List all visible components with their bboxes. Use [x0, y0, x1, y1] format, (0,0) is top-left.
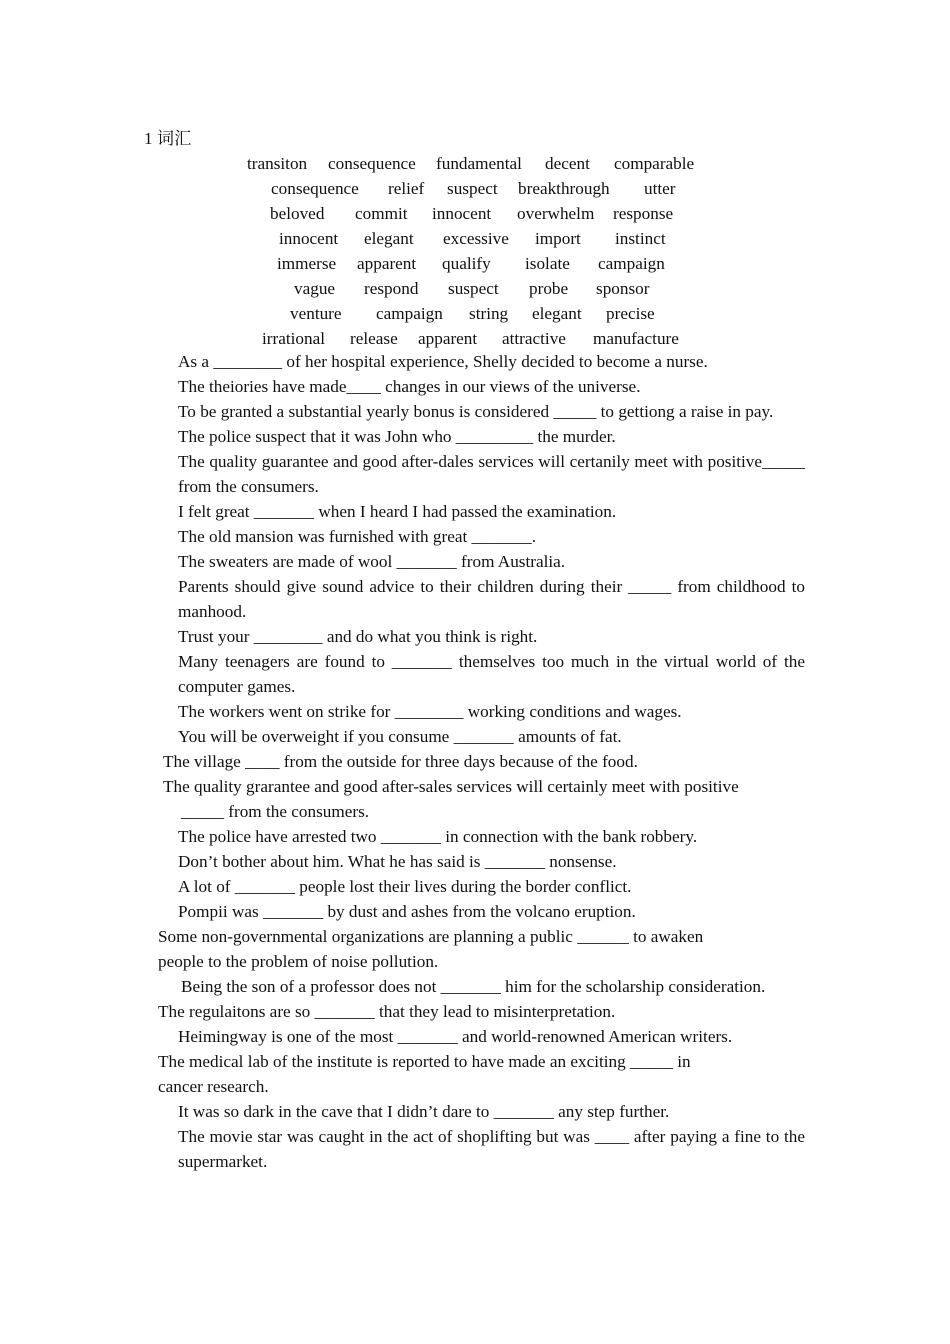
exercise-sentence: The quality guarantee and good after-dales services will certanily meet with positive_____ from the consumers.: [178, 452, 805, 496]
word-bank-word: elegant: [532, 304, 582, 323]
exercise-sentence: The regulaitons are so _______ that they lead to misinterpretation.: [158, 1002, 616, 1021]
exercise-sentence: The village ____ from the outside for three days because of the food.: [163, 752, 638, 771]
word-bank-word: fundamental: [436, 154, 522, 173]
exercise-sentence: The theiories have made____ changes in our views of the universe.: [178, 377, 641, 396]
word-bank-word: relief: [388, 179, 425, 198]
word-bank-row: [0, 201, 950, 226]
word-bank-word: beloved: [270, 204, 325, 223]
word-bank-word: innocent: [279, 229, 339, 248]
exercise-sentence: As a ________ of her hospital experience, Shelly decided to become a nurse.: [178, 352, 708, 371]
word-bank-word: decent: [545, 154, 590, 173]
word-bank-word: precise: [606, 304, 655, 323]
word-bank-row: [0, 301, 950, 326]
word-bank-word: respond: [364, 279, 419, 298]
exercise-sentence: The medical lab of the institute is reported to have made an exciting _____ in: [158, 1052, 691, 1071]
exercise-sentence: The movie star was caught in the act of shoplifting but was ____ after paying a fine to the supermarket.: [178, 1127, 805, 1171]
exercise-sentence: Many teenagers are found to _______ themselves too much in the virtual world of the computer games.: [178, 652, 805, 696]
exercise-sentence: I felt great _______ when I heard I had passed the examination.: [178, 502, 617, 521]
word-bank-word: qualify: [442, 254, 491, 273]
exercise-sentence: Being the son of a professor does not _______ him for the scholarship consideration.: [181, 977, 766, 996]
exercise-sentence: The sweaters are made of wool _______ from Australia.: [178, 552, 566, 571]
word-bank-word: campaign: [598, 254, 665, 273]
exercise-sentence: The police suspect that it was John who _________ the murder.: [178, 427, 616, 446]
word-bank-row: [0, 151, 950, 176]
word-bank-word: breakthrough: [518, 179, 610, 198]
exercise-sentence: The old mansion was furnished with great _______.: [178, 527, 537, 546]
exercise-sentence: It was so dark in the cave that I didn’t dare to _______ any step further.: [178, 1102, 670, 1121]
word-bank-word: apparent: [418, 329, 478, 348]
word-bank-word: import: [535, 229, 581, 248]
word-bank-word: commit: [355, 204, 408, 223]
word-bank-word: excessive: [443, 229, 509, 248]
word-bank-row: [0, 176, 950, 201]
word-bank-row: [0, 226, 950, 251]
word-bank-word: consequence: [328, 154, 416, 173]
exercise-sentence-continuation: _____ from the consumers.: [181, 802, 370, 821]
word-bank-word: probe: [529, 279, 569, 298]
word-bank-word: innocent: [432, 204, 492, 223]
exercise-sentence: To be granted a substantial yearly bonus is considered _____ to gettiong a raise in pay.: [178, 402, 774, 421]
word-bank-word: elegant: [364, 229, 414, 248]
word-bank-word: utter: [644, 179, 676, 198]
word-bank-word: sponsor: [596, 279, 650, 298]
word-bank-word: response: [613, 204, 674, 223]
exercise-sentence-continuation: cancer research.: [158, 1077, 269, 1096]
word-bank-word: suspect: [448, 279, 499, 298]
word-bank-word: campaign: [376, 304, 443, 323]
word-bank-word: attractive: [502, 329, 566, 348]
exercise-sentence: Parents should give sound advice to their children during their _____ from childhood to manhood.: [178, 577, 805, 621]
word-bank-row: [0, 276, 950, 301]
word-bank-word: release: [350, 329, 398, 348]
exercise-sentence: Don’t bother about him. What he has said is _______ nonsense.: [178, 852, 617, 871]
word-bank-word: venture: [290, 304, 342, 323]
word-bank-word: overwhelm: [517, 204, 595, 223]
word-bank-word: suspect: [447, 179, 498, 198]
word-bank-word: irrational: [262, 329, 325, 348]
exercise-sentence: The police have arrested two _______ in connection with the bank robbery.: [178, 827, 698, 846]
word-bank-row: [0, 326, 950, 351]
word-bank-row: [0, 251, 950, 276]
exercise-sentences: [0, 349, 950, 1174]
exercise-sentence-continuation: people to the problem of noise pollution.: [158, 952, 439, 971]
section-heading: 1 词汇: [144, 129, 192, 148]
word-bank-word: immerse: [277, 254, 337, 273]
exercise-sentence: Pompii was _______ by dust and ashes from the volcano eruption.: [178, 902, 636, 921]
exercise-sentence: Trust your ________ and do what you think is right.: [178, 627, 538, 646]
word-bank-word: vague: [294, 279, 336, 298]
word-bank-word: manufacture: [593, 329, 679, 348]
exercise-sentence: Some non-governmental organizations are planning a public ______ to awaken: [158, 927, 704, 946]
word-bank-word: instinct: [615, 229, 666, 248]
word-bank-word: consequence: [271, 179, 359, 198]
word-bank-word: isolate: [525, 254, 570, 273]
word-bank-word: string: [469, 304, 509, 323]
word-bank: [0, 151, 950, 351]
word-bank-word: comparable: [614, 154, 695, 173]
word-bank-word: apparent: [357, 254, 417, 273]
exercise-sentence: The quality grarantee and good after-sales services will certainly meet with positive: [163, 777, 739, 796]
exercise-sentence: A lot of _______ people lost their lives during the border conflict.: [178, 877, 632, 896]
exercise-sentence: The workers went on strike for ________ working conditions and wages.: [178, 702, 682, 721]
word-bank-word: transiton: [247, 154, 308, 173]
exercise-sentence: Heimingway is one of the most _______ and world-renowned American writers.: [178, 1027, 733, 1046]
exercise-sentence: You will be overweight if you consume _______ amounts of fat.: [178, 727, 622, 746]
